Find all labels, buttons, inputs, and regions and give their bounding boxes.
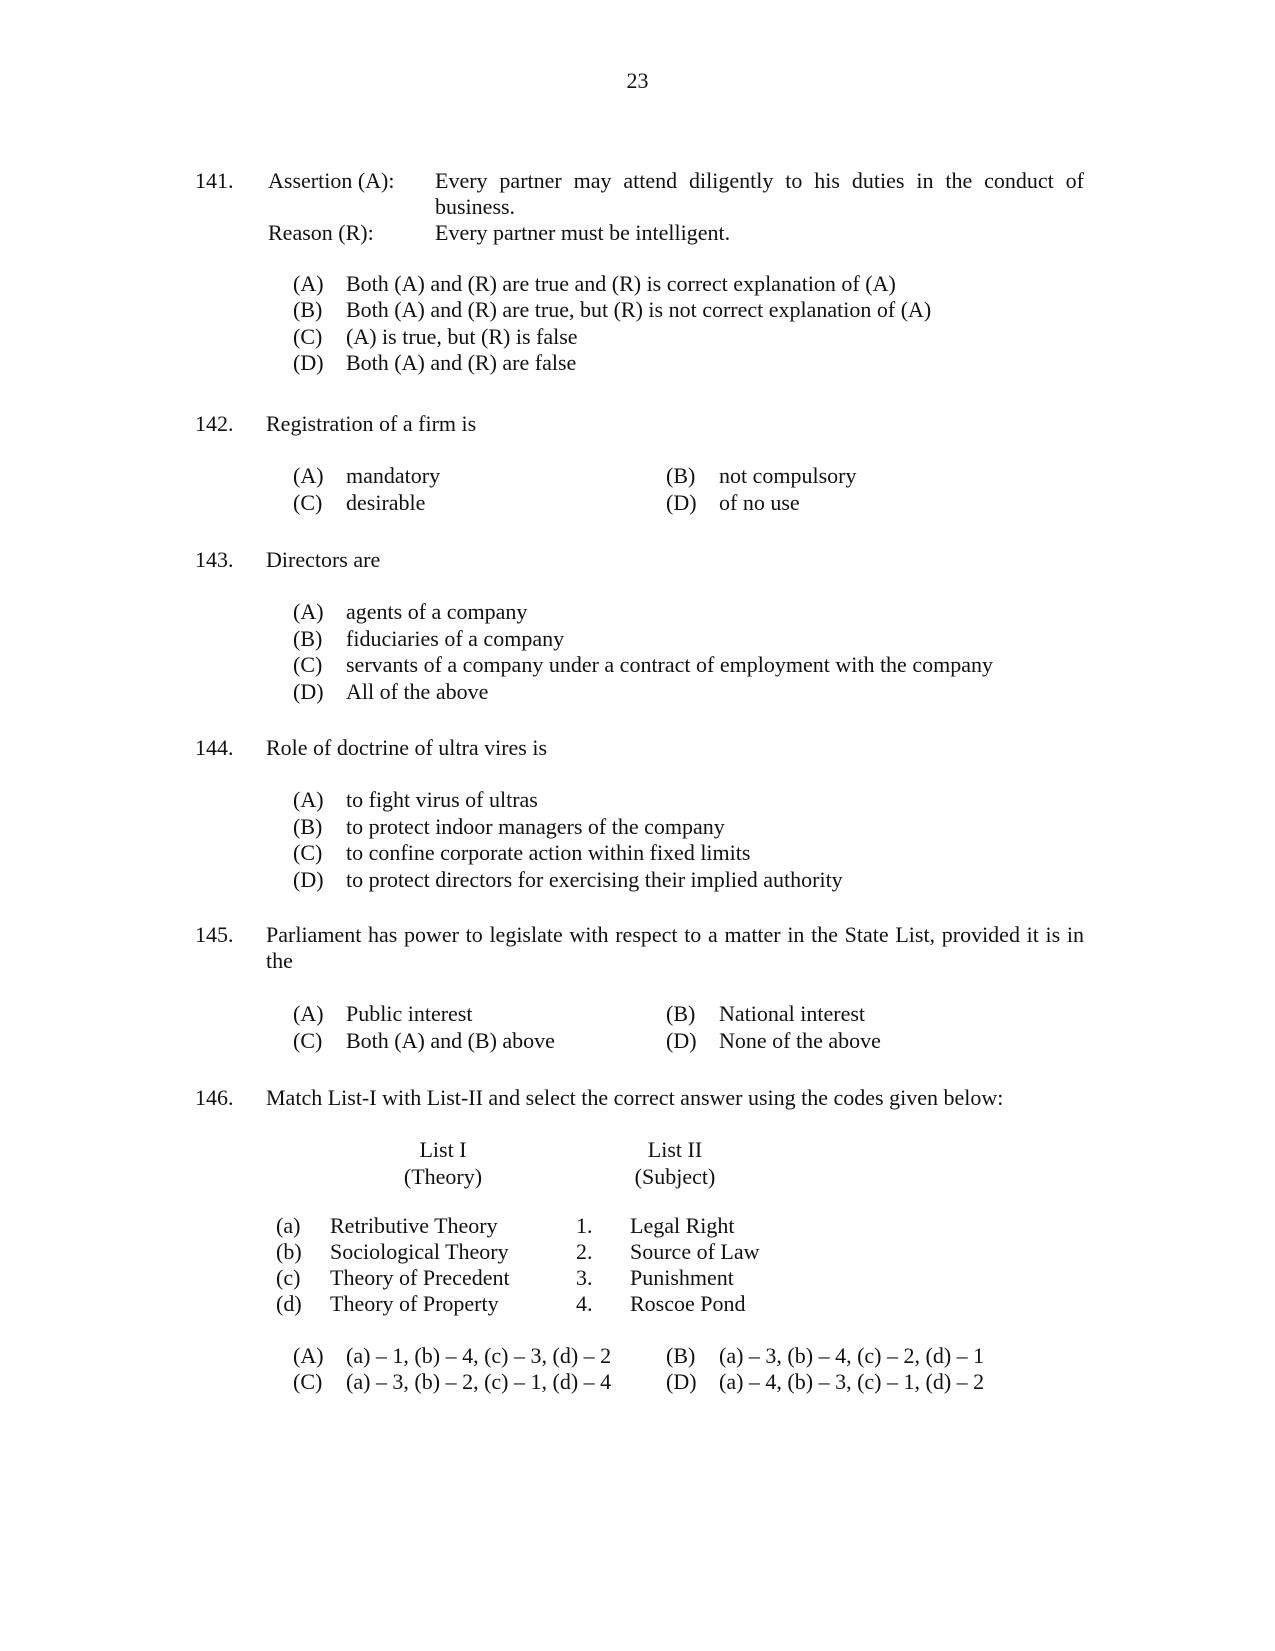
page-number: 23 [626,68,649,93]
question-number: 143. [195,547,234,572]
reason-label: Reason (R): [268,220,374,245]
question-text: Directors are [266,547,381,572]
row-number: 4. [576,1291,593,1316]
row-number: 3. [576,1265,593,1290]
row-subject: Roscoe Pond [630,1291,746,1316]
row-key: (a) [276,1213,301,1238]
row-theory: Sociological Theory [330,1239,509,1264]
question-number: 142. [195,411,234,436]
row-key: (c) [276,1265,301,1290]
question-text: Parliament has power to legislate with respect to a matter in the State List, provided it is in the [266,922,1084,973]
question-number: 145. [195,922,234,947]
list1-subtitle: (Theory) [403,1164,483,1189]
question-text: Role of doctrine of ultra vires is [266,735,548,760]
row-subject: Punishment [630,1265,734,1290]
row-theory: Theory of Property [330,1291,499,1316]
question-text: Registration of a firm is [266,411,477,436]
row-subject: Legal Right [630,1213,735,1238]
row-subject: Source of Law [630,1239,760,1264]
row-theory: Theory of Precedent [330,1265,510,1290]
row-number: 1. [576,1213,593,1238]
row-number: 2. [576,1239,593,1264]
reason-text: Every partner must be intelligent. [435,220,731,245]
row-key: (d) [276,1291,302,1316]
question-number: 144. [195,735,234,760]
list2-title: List II [647,1137,703,1162]
question-number: 146. [195,1085,234,1110]
question-number: 141. [195,168,234,193]
row-key: (b) [276,1239,302,1264]
list2-subtitle: (Subject) [634,1164,716,1189]
list1-title: List I [419,1137,467,1162]
row-theory: Retributive Theory [330,1213,498,1238]
assertion-text: Every partner may attend diligently to his duties in the conduct of business. [435,168,1084,219]
question-text: Match List-I with List-II and select the correct answer using the codes given below: [266,1085,1004,1110]
assertion-label: Assertion (A): [268,168,395,193]
